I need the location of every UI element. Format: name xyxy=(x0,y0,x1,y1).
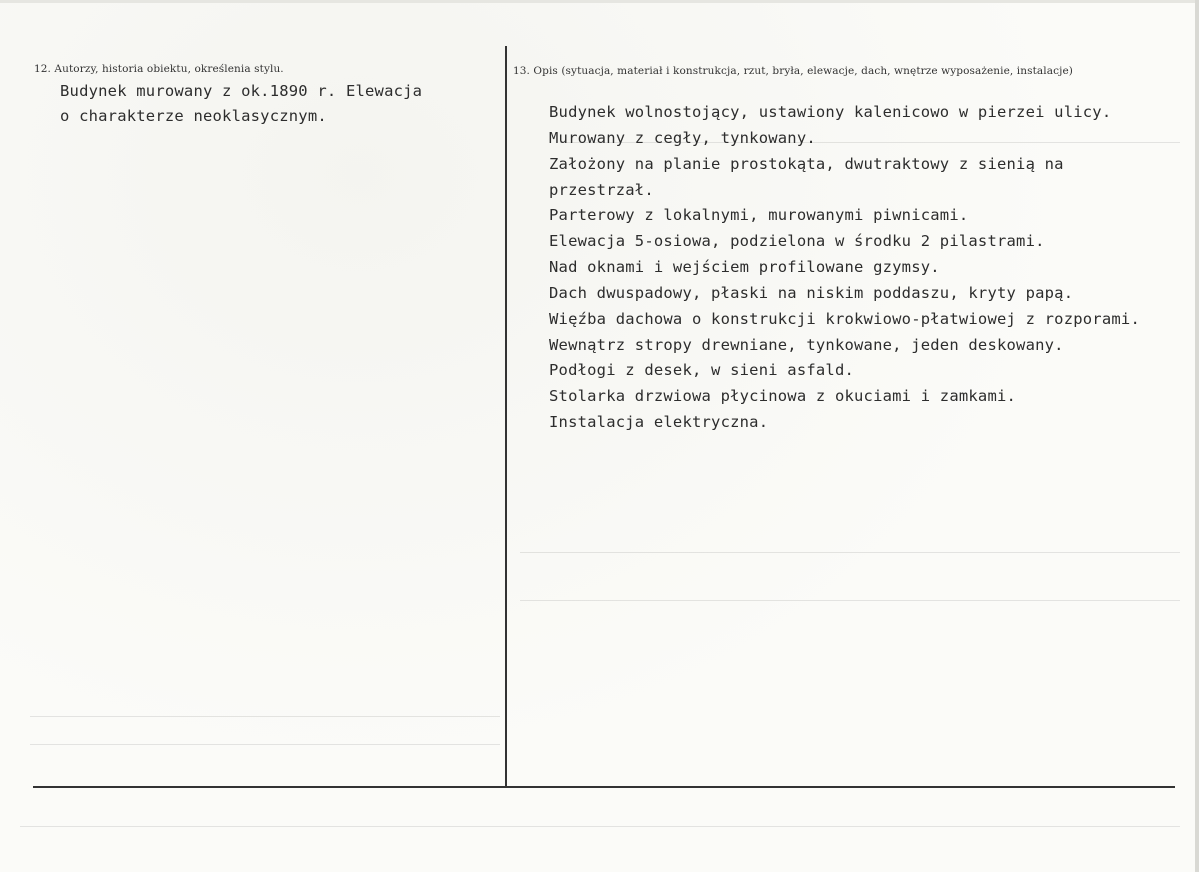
typed-line: Podłogi z desek, w sieni asfald. xyxy=(549,361,855,379)
typed-line: Więźba dachowa o konstrukcji krokwiowo-płatwiowej z rozporami. xyxy=(549,310,1140,328)
guide-line xyxy=(30,716,500,717)
typed-line: Budynek wolnostojący, ustawiony kalenicowo w pierzei ulicy. xyxy=(549,103,1112,121)
typed-line: Stolarka drzwiowa płycinowa z okuciami i zamkami. xyxy=(549,387,1017,405)
section-13-label: 13. Opis (sytuacja, materiał i konstrukcja, rzut, bryła, elewacje, dach, wnętrze wyposażenie, instalacje) xyxy=(513,65,1073,77)
typed-line: Założony na planie prostokąta, dwutraktowy z sienią na xyxy=(549,155,1064,173)
column-divider xyxy=(505,46,507,786)
guide-line xyxy=(30,744,500,745)
typed-line: Murowany z cegły, tynkowany. xyxy=(549,129,816,147)
typed-line: o charakterze neoklasycznym. xyxy=(60,107,327,125)
typed-line: Elewacja 5-osiowa, podzielona w środku 2 pilastrami. xyxy=(549,232,1045,250)
guide-line xyxy=(520,600,1180,601)
typed-line: Dach dwuspadowy, płaski na niskim poddaszu, kryty papą. xyxy=(549,284,1074,302)
typed-line: Parterowy z lokalnymi, murowanymi piwnicami. xyxy=(549,206,969,224)
typed-line: Budynek murowany z ok.1890 r. Elewacja xyxy=(60,82,423,100)
typed-line: przestrzał. xyxy=(549,181,654,199)
typed-line: Wewnątrz stropy drewniane, tynkowane, jeden deskowany. xyxy=(549,336,1064,354)
guide-line xyxy=(20,826,1180,827)
bottom-rule xyxy=(33,786,1175,788)
section-12-label: 12. Autorzy, historia obiektu, określenia stylu. xyxy=(34,63,284,75)
typed-line: Nad oknami i wejściem profilowane gzymsy. xyxy=(549,258,940,276)
card-top-edge xyxy=(0,0,1199,3)
card-right-edge xyxy=(1195,0,1199,872)
guide-line xyxy=(520,552,1180,553)
typed-line: Instalacja elektryczna. xyxy=(549,413,769,431)
